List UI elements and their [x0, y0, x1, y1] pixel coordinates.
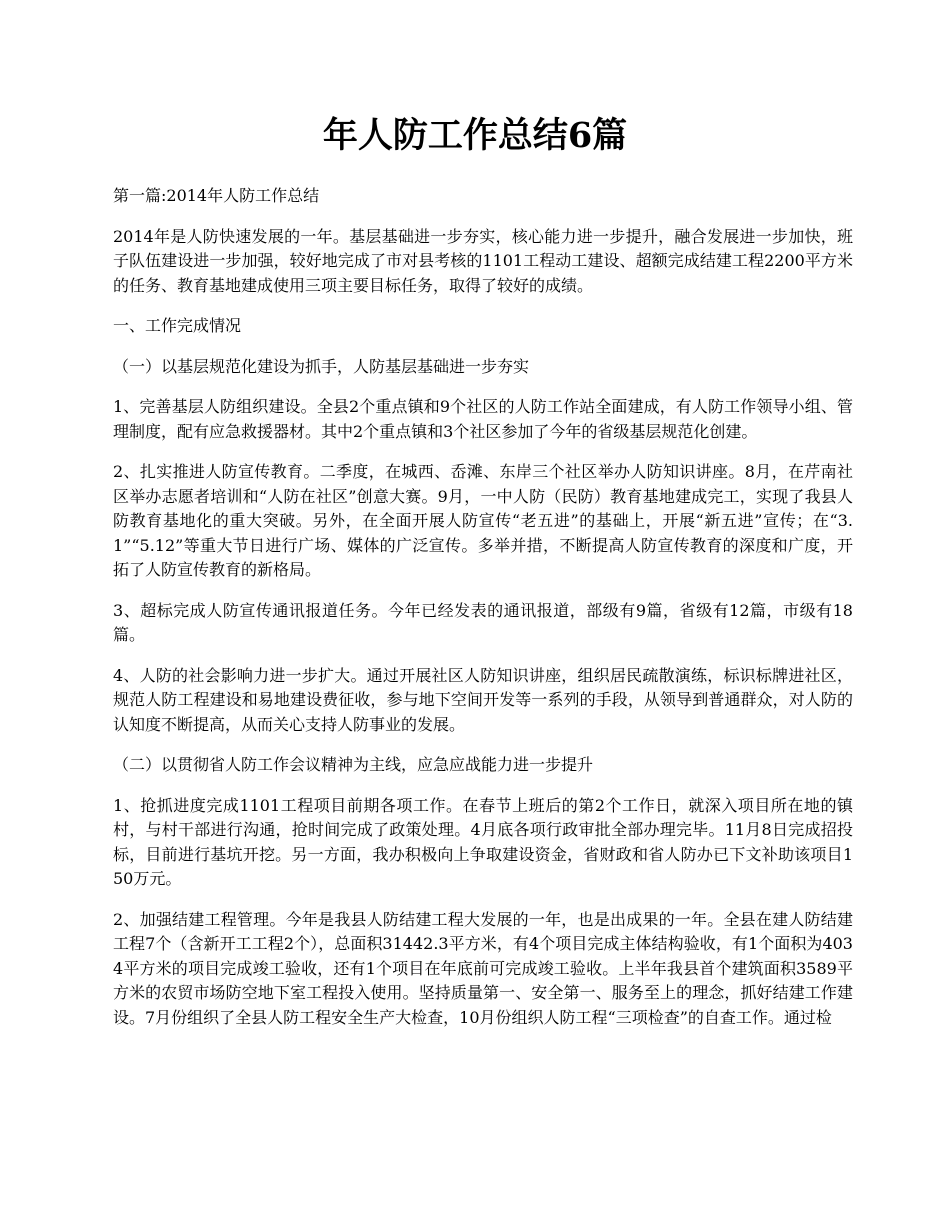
subsection-heading-emergency: （二）以贯彻省人防工作会议精神为主线，应急应战能力进一步提升: [113, 755, 594, 774]
subsection-heading-grassroots: （一）以基层规范化建设为抓手，人防基层基础进一步夯实: [113, 356, 530, 376]
paragraph-item-4-influence: 4、人防的社会影响力进一步扩大。通过开展社区人防知识讲座，组织居民疏散演练，标识标牌进社区，规范人防工程建设和易地建设费征收，参与地下空间开发等一系列的手段，从领导到普通群众，对人防的认知度不断提高，从而关心支持人防事业的发展。: [113, 665, 853, 734]
paragraph-intro: 2014年是人防快速发展的一年。基层基础进一步夯实，核心能力进一步提升，融合发展进一步加快，班子队伍建设进一步加强，较好地完成了市对县考核的1101工程动工建设、超额完成结建工程2200平方米的任务、教育基地建成使用三项主要目标任务，取得了较好的成绩。: [113, 226, 853, 295]
paragraph-item-1-project: 1、抢抓进度完成1101工程项目前期各项工作。在春节上班后的第2个工作日，就深入项目所在地的镇村，与村干部进行沟通，抢时间完成了政策处理。4月底各项行政审批全部办理完毕。11月8日完成招投标，目前进行基坑开挖。另一方面，我办积极向上争取建设资金，省财政和省人防办已下文补助该项目150万元。: [113, 795, 853, 888]
section-heading-work-completion: 一、工作完成情况: [113, 316, 242, 335]
paragraph-item-1-organization: 1、完善基层人防组织建设。全县2个重点镇和9个社区的人防工作站全面建成，有人防工作领导小组、管理制度，配有应急救援器材。其中2个重点镇和3个社区参加了今年的省级基层规范化创建。: [113, 397, 853, 441]
document-title: 年人防工作总结6篇: [322, 115, 628, 156]
document-body: [113, 184, 853, 1046]
paragraph-item-3-reporting: 3、超标完成人防宣传通讯报道任务。今年已经发表的通讯报道，部级有9篇，省级有12篇，市级有18篇。: [113, 600, 853, 644]
paragraph-item-2-education: 2、扎实推进人防宣传教育。二季度，在城西、岙滩、东岸三个社区举办人防知识讲座。8月，在芹南社区举办志愿者培训和“人防在社区”创意大赛。9月，一中人防（民防）教育基地建成完工，实现了我县人防教育基地化的重大突破。另外，在全面开展人防宣传“老五进”的基础上，开展“新五进”宣传；在“3.1”“5.12”等重大节日进行广场、媒体的广泛宣传。多举并措，不断提高人防宣传教育的深度和广度，开拓了人防宣传教育的新格局。: [113, 462, 853, 579]
section-heading-first-article: 第一篇:2014年人防工作总结: [113, 186, 320, 205]
paragraph-item-2-construction: 2、加强结建工程管理。今年是我县人防结建工程大发展的一年，也是出成果的一年。全县在建人防结建工程7个（含新开工工程2个），总面积31442.3平方米，有4个项目完成主体结构验收，有1个面积为4034平方米的项目完成竣工验收，还有1个项目在年底前可完成竣工验收。上半年我县首个建筑面积3589平方米的农贸市场防空地下室工程投入使用。坚持质量第一、安全第一、服务至上的理念，抓好结建工作建设。7月份组织了全县人防工程安全生产大检查，10月份组织人防工程“三项检查”的自查工作。通过检: [113, 909, 853, 1027]
